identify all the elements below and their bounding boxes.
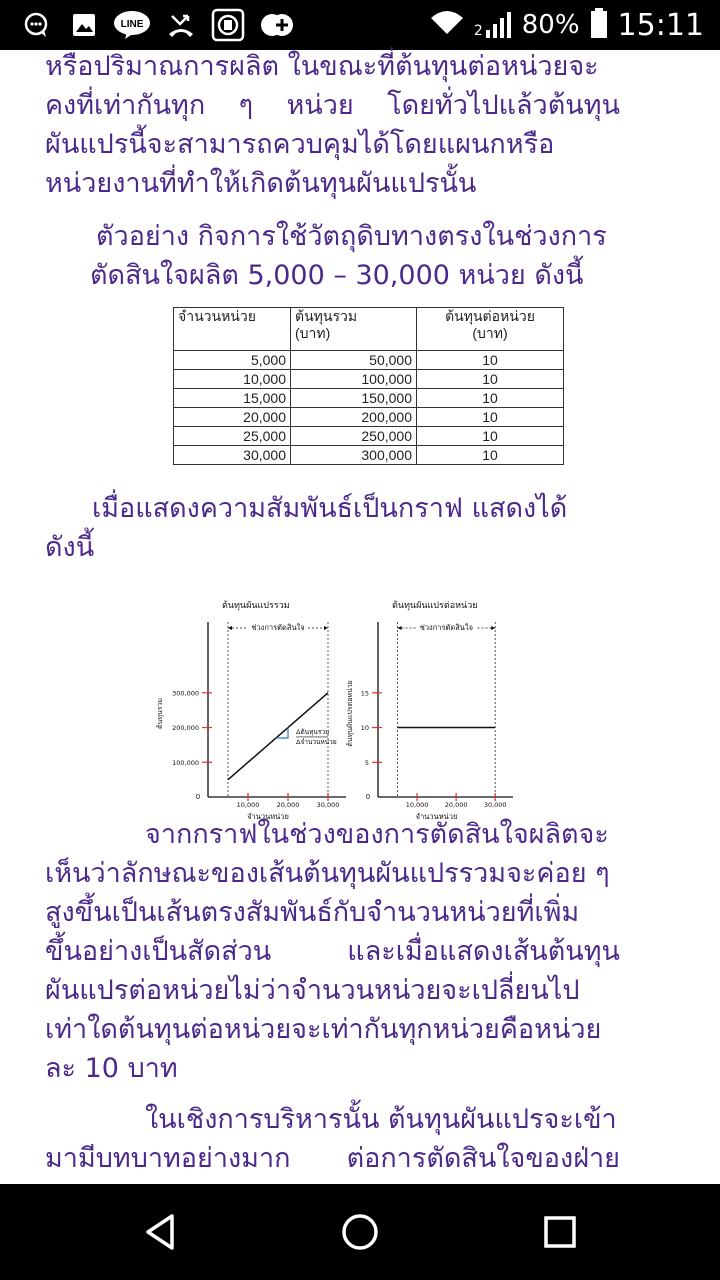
text-fragment: ขึ้นอย่างเป็นสัดส่วน: [45, 936, 272, 967]
table-cell: 100,000: [291, 370, 417, 389]
y-tick-label: 300,000: [172, 689, 199, 698]
table-cell: 200,000: [291, 408, 417, 427]
origin-label: 0: [195, 793, 201, 801]
plus-badge-icon: [259, 9, 295, 41]
text-line: ผันแปรนี้จะสามารถควบคุมได้โดยแผนกหรือ: [45, 129, 555, 160]
table-cell: 5,000: [174, 351, 291, 370]
x-axis-label: จำนวนหน่วย: [415, 812, 458, 821]
cost-behavior-charts: [156, 590, 520, 821]
text-fragment: ต่อการตัดสินใจของฝ่าย: [346, 1143, 620, 1174]
text-line: ละ 10 บาท: [45, 1053, 178, 1084]
text-line: [45, 932, 620, 971]
table-cell: 150,000: [291, 389, 417, 408]
chart-title: ต้นทุนผันแปรรวม: [222, 601, 290, 611]
text-line: ตัดสินใจผลิต 5,000 – 30,000 หน่วย ดังนี้: [90, 260, 584, 291]
table-row: [174, 427, 564, 446]
text-line: เมื่อแสดงความสัมพันธ์เป็นกราฟ แสดงได้: [92, 493, 568, 524]
signal-icon: [474, 12, 512, 38]
text-line: ผันแปรต่อหน่วยไม่ว่าจำนวนหน่วยจะเปลี่ยนไป: [45, 975, 580, 1006]
text-line: ดังนี้: [45, 532, 95, 563]
battery-percent: 80%: [521, 10, 580, 40]
slope-label-top: Δต้นทุนรวม: [296, 727, 330, 736]
table-cell: 50,000: [291, 351, 417, 370]
y-tick-label: 5: [364, 758, 369, 767]
document-view[interactable]: [0, 50, 720, 1184]
sim-toolkit-icon: [210, 9, 246, 41]
paragraph-3: [45, 489, 625, 567]
y-tick-label: 100,000: [172, 758, 199, 767]
table-row: [174, 408, 564, 427]
text-line: เห็นว่าลักษณะของเส้นต้นทุนผันแปรรวมจะค่อย ๆ: [45, 858, 610, 889]
back-button[interactable]: [130, 1202, 190, 1262]
table-cell: 30,000: [174, 446, 291, 465]
x-axis-label: จำนวนหน่วย: [247, 812, 289, 821]
table-cell: 10: [417, 408, 564, 427]
wifi-icon: [430, 10, 464, 40]
x-tick-label: 10,000: [236, 801, 260, 809]
text-line: [45, 1139, 620, 1178]
table-cell: 10: [417, 351, 564, 370]
table-cell: 15,000: [174, 389, 291, 408]
text-fragment: ๆ: [238, 90, 254, 121]
line-app-icon: [112, 9, 152, 41]
back-triangle-icon: [140, 1212, 180, 1252]
text-line: ในเชิงการบริหารนั้น ต้นทุนผันแปรจะเข้า: [145, 1104, 617, 1135]
slope-label-bottom: Δจำนวนหน่วย: [296, 737, 337, 746]
y-axis-label: ต้นทุนรวม: [156, 697, 164, 730]
chart-title: ต้นทุนผันแปรต่อหน่วย: [392, 601, 478, 611]
home-button[interactable]: [330, 1202, 390, 1262]
column-header-unit-cost: ต้นทุนต่อหน่วย (บาท): [417, 308, 564, 351]
clock: 15:11: [617, 7, 704, 43]
navigation-bar: [0, 1184, 720, 1280]
band-label: ช่วงการตัดสินใจ: [251, 623, 305, 632]
text-fragment: คงที่เท่ากันทุก: [45, 90, 206, 121]
table-row: [174, 370, 564, 389]
text-fragment: และเมื่อแสดงเส้นต้นทุน: [347, 936, 620, 967]
x-tick-label: 30,000: [483, 801, 507, 809]
text-line: [45, 86, 620, 125]
charts-svg: [156, 590, 520, 821]
image-icon: [68, 9, 100, 41]
svg-text:LINE: LINE: [120, 19, 144, 30]
text-line: สูงขึ้นเป็นเส้นตรงสัมพันธ์กับจำนวนหน่วยที่เพิ่ม: [45, 897, 580, 928]
text-line: จากกราฟในช่วงของการตัดสินใจผลิตจะ: [145, 819, 609, 850]
network-type-label: 2: [473, 23, 483, 39]
table-cell: 300,000: [291, 446, 417, 465]
table-cell: 20,000: [174, 408, 291, 427]
x-tick-label: 30,000: [316, 801, 340, 809]
table-cell: 10,000: [174, 370, 291, 389]
table-row: [174, 389, 564, 408]
chat-bubble-icon: [20, 9, 52, 41]
x-tick-label: 10,000: [405, 801, 429, 809]
table-cell: 10: [417, 427, 564, 446]
origin-label: 0: [365, 793, 371, 801]
column-header-total-cost: ต้นทุนรวม (บาท): [291, 308, 417, 351]
table-cell: 10: [417, 370, 564, 389]
recents-square-icon: [540, 1212, 580, 1252]
table-row: [174, 446, 564, 465]
recents-button[interactable]: [530, 1202, 590, 1262]
table-row: [174, 351, 564, 370]
battery-icon: [590, 8, 608, 42]
cost-table: [173, 307, 564, 465]
text-fragment: โดยทั่วไปแล้วต้นทุน: [387, 90, 620, 121]
x-tick-label: 20,000: [444, 801, 468, 809]
y-tick-label: 10: [360, 724, 369, 733]
table-header-row: [174, 308, 564, 351]
text-line: ตัวอย่าง กิจการใช้วัตถุดิบทางตรงในช่วงการ: [96, 221, 607, 252]
paragraph-4: [45, 815, 620, 1088]
text-line: เท่าใดต้นทุนต่อหน่วยจะเท่ากันทุกหน่วยคือหน่วย: [45, 1014, 602, 1045]
paragraph-5: [45, 1100, 620, 1178]
column-header-units: จำนวนหน่วย: [174, 308, 291, 351]
x-tick-label: 20,000: [276, 801, 300, 809]
band-label: ช่วงการตัดสินใจ: [419, 623, 473, 632]
text-line: หน่วยงานที่ทำให้เกิดต้นทุนผันแปรนั้น: [45, 168, 477, 199]
series-line: [228, 693, 328, 780]
missed-call-icon: [165, 9, 197, 41]
y-tick-label: 200,000: [172, 724, 199, 733]
table-cell: 25,000: [174, 427, 291, 446]
text-line: หรือปริมาณการผลิต ในขณะที่ต้นทุนต่อหน่วยจะ: [45, 51, 599, 82]
table-cell: 10: [417, 389, 564, 408]
table-cell: 10: [417, 446, 564, 465]
y-axis-label: ต้นทุนผันแปรต่อหน่วย: [346, 680, 354, 747]
text-fragment: หน่วย: [286, 90, 354, 121]
text-fragment: มามีบทบาทอย่างมาก: [45, 1143, 291, 1174]
paragraph-1: [45, 47, 620, 203]
paragraph-2: [90, 217, 630, 295]
status-bar: [0, 0, 720, 50]
home-circle-icon: [340, 1212, 380, 1252]
y-tick-label: 15: [360, 689, 369, 698]
table-cell: 250,000: [291, 427, 417, 446]
